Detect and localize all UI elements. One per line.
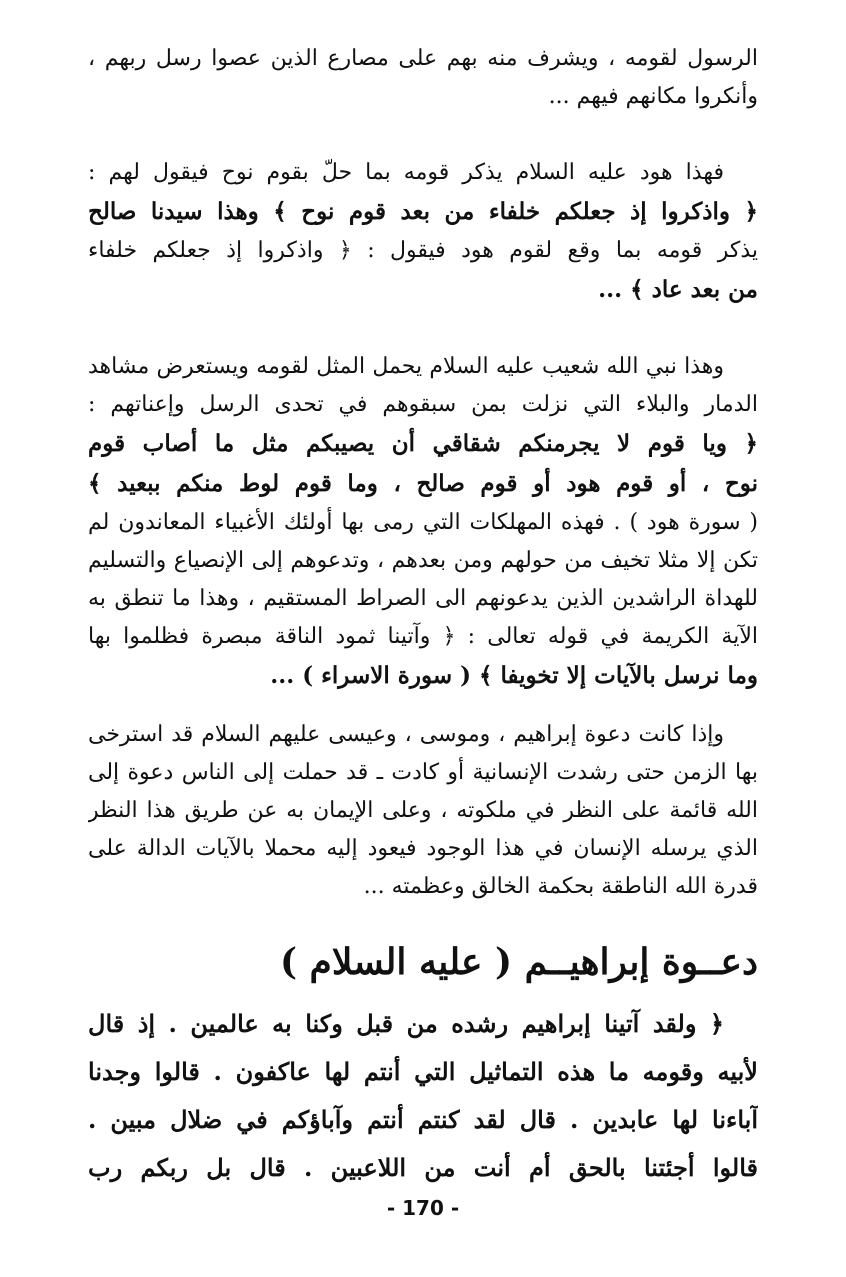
text-line: بها الزمن حتى رشدت الإنسانية أو كادت ـ قد حملت إلى الناس دعوة إلى xyxy=(88,760,758,785)
paragraph-3 xyxy=(88,348,758,696)
paragraph-4 xyxy=(88,716,758,906)
quran-verse-line: ﴿ واذكروا إذ جعلكم خلفاء من بعد قوم نوح ﴾ وهذا سيدنا صالح xyxy=(88,198,758,225)
text-line: قدرة الله الناطقة بحكمة الخالق وعظمته ... xyxy=(363,874,758,899)
text-line: الله قائمة على النظر في ملكوته ، وعلى الإيمان به عن طريق هذا النظر xyxy=(88,798,758,823)
quran-verse-line: نوح ، أو قوم هود أو قوم صالح ، وما قوم لوط منكم ببعيد ﴾ xyxy=(88,470,758,497)
quran-verse-line: ﴿ ولقد آتينا إبراهيم رشده من قبل وكنا به عالمين . إذ قال xyxy=(88,1009,724,1038)
page-number: - 170 - xyxy=(386,1196,460,1220)
quran-verse-line: قالوا أجئتنا بالحق أم أنت من اللاعبين . قال بل ربكم رب xyxy=(88,1153,758,1182)
text-line: يذكر قومه بما وقع لقوم هود فيقول : ﴿ واذكروا إذ جعلكم خلفاء xyxy=(88,238,758,263)
text-line: الرسول لقومه ، ويشرف منه بهم على مصارع الذين عصوا رسل ربهم ، xyxy=(88,46,758,71)
text-line: تكن إلا مثلا تخيف من حولهم ومن بعدهم ، وتدعوهم إلى الإنصياع والتسليم xyxy=(88,548,758,573)
page-body xyxy=(88,40,758,1192)
text-line: فهذا هود عليه السلام يذكر قومه بما حلّ بقوم نوح فيقول لهم : xyxy=(88,160,724,185)
text-line: للهداة الراشدين الذين يدعونهم الى الصراط المستقيم ، وهذا ما تنطق به xyxy=(88,586,758,611)
paragraph-1 xyxy=(88,40,758,116)
section-heading: دعــوة إبراهيــم ( عليه السلام ) xyxy=(279,941,758,983)
text-line: الدمار والبلاء التي نزلت بمن سبقوهم في تحدى الرسل وإعناتهم : xyxy=(88,392,758,417)
text-line: الآية الكريمة في قوله تعالى : ﴿ وآتينا ثمود الناقة مبصرة فظلموا بها xyxy=(88,624,758,649)
quran-verse-line: آباءنا لها عابدين . قال لقد كنتم أنتم وآباؤكم في ضلال مبين . xyxy=(88,1105,758,1134)
quran-verse-line: ﴿ ويا قوم لا يجرمنكم شقاقي أن يصيبكم مثل ما أصاب قوم xyxy=(88,430,758,457)
text-line: وهذا نبي الله شعيب عليه السلام يحمل المثل لقومه ويستعرض مشاهد xyxy=(88,354,724,379)
text-line: وإذا كانت دعوة إبراهيم ، وموسى ، وعيسى عليهم السلام قد استرخى xyxy=(88,722,724,747)
text-line: وأنكروا مكانهم فيهم ... xyxy=(548,84,758,109)
paragraph-2 xyxy=(88,154,758,310)
quran-verse-line: من بعد عاد ﴾ ... xyxy=(598,276,758,303)
paragraph-5 xyxy=(88,1000,758,1192)
quran-verse-line: وما نرسل بالآيات إلا تخويفا ﴾ ( سورة الاسراء ) ... xyxy=(270,662,758,689)
text-line: الذي يرسله الإنسان في هذا الوجود فيعود إليه محملا بالآيات الدالة على xyxy=(88,836,758,861)
text-line: ( سورة هود ) . فهذه المهلكات التي رمى بها أولئك الأغبياء المعاندون لم xyxy=(88,510,758,535)
quran-verse-line: لأبيه وقومه ما هذه التماثيل التي أنتم لها عاكفون . قالوا وجدنا xyxy=(88,1057,758,1086)
